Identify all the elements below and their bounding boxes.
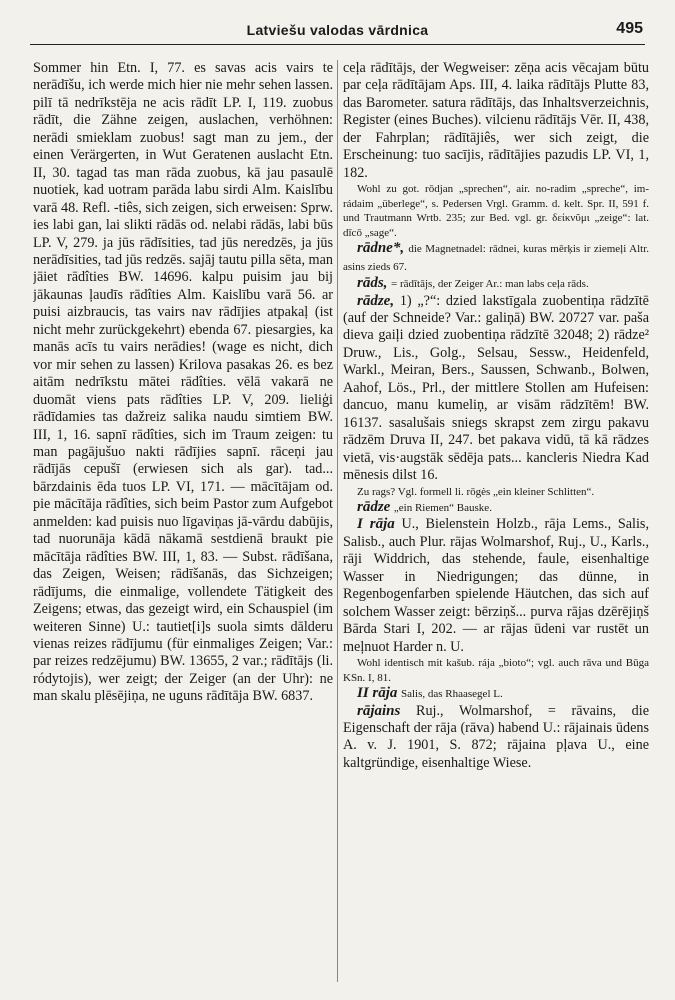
dictionary-entry — [343, 703, 649, 773]
headword: rādze — [357, 499, 391, 516]
page-header — [30, 18, 645, 45]
page-number: 495 — [616, 20, 643, 37]
dictionary-entry — [343, 499, 649, 516]
dictionary-entry — [343, 516, 649, 656]
headword: I rāja — [357, 516, 395, 533]
entry-text: „ein Riemen“ Bauske. — [393, 502, 492, 515]
headword: rāds, — [357, 275, 388, 292]
entry-continuation: ceļa rādītājs, der Wegweiser: zēņa acis vēcajam būtu par ceļa rādītājam Aps. III, 4. laika rādītājs Plutte 83, das Barometer. satura rādītājs, das Inhaltsverzeichnis, Register (eines Buches). vilcienu rādītājs Vēr. II, 438, der Fahrplan; rādītājiês, wer sich zeigt, die Erscheinung: tuo sacījis, rādītājies pazudis LP. VI, 1, 182. — [343, 60, 649, 181]
dictionary-entry — [343, 293, 649, 485]
column-divider — [337, 60, 338, 982]
entry-text: Ruj., Wolmarshof, = rāvains, die Eigenschaft der rāja (rāva) habend U.: rājainais ūdens A. v. J. 1901, S. 872; rājaina pļava U., eine kaltgründige, eisenhaltige Wiese. — [343, 702, 649, 771]
headword: rādze, — [357, 292, 395, 309]
headword: rājains — [357, 702, 401, 719]
etymology-note: Wohl zu got. rōdjan „sprechen“, air. no-radim „spreche“, im-rádaim „überlege“, s. Pedersen Vrgl. Gramm. d. kelt. Spr. II, 591 f. und Trautmann Wrtb. 235; zur Bed. vgl. gr. δείκνῦμι „zeige“: lat. dīcō „sage“. — [343, 183, 649, 239]
running-title: Latviešu valodas vārdnica — [246, 22, 429, 38]
etymology-note: Wohl identisch mit kašub. rája „bioto“; vgl. auch rāva und Būga KSn. I, 81. — [343, 657, 649, 684]
headword: rādne*, — [357, 240, 405, 257]
entry-text: U., Bielenstein Holzb., rāja Lems., Salis, Salisb., auch Plur. rājas Wolmarshof, Ruj., U., Karls., rāji Widdrich, das stehende, faule, eisenhaltige Wasser in Niedrigungen; das dünne, in Regenbogenfarben spielende Häutchen, das sich auf solchem Wasser zeigt: bērziņš... purva rājas dzērējiņš Bārda Stari I, 202. — ar rājas ūdeni var rustēt un meļnuot Harder n. U. — [343, 516, 649, 655]
etymology-note: Zu rags? Vgl. formell li. rōgės „ein kleiner Schlitten“. — [357, 485, 595, 498]
dictionary-entry — [343, 685, 649, 702]
entry-text: Salis, das Rhaasegel L. — [400, 688, 503, 701]
headword: II rāja — [357, 685, 398, 702]
dictionary-entry — [343, 240, 649, 275]
left-column — [33, 60, 333, 990]
entry-text: = rādītājs, der Zeiger Ar.: man labs ceļa rāds. — [390, 278, 589, 291]
dictionary-entry — [343, 275, 649, 292]
entry-text: die Magnetnadel: rādnei, kuras mērķis ir ziemeļi Altr. asins zieds 67. — [343, 243, 649, 273]
right-column — [343, 60, 649, 990]
entry-continuation: Sommer hin Etn. I, 77. es savas acis vairs te nerādīšu, ich werde mich hier nie mehr sehen lassen. pilī tā nedrīkstēja ne acis rādīt LP. I, 119. zuobus rādīt, die Zähne zeigen, auslachen, verhöhnen: nerādi smieklam zuobus! sagt man zu jem., der einen Verärgerten, in Wut Geratenen auslacht Etn. II, 30. tagad tas man rāda zuobus, kā jau pasaulē nuotiek, kad uotram parāda labu sirdi Alm. Kaislību varā 48. Refl. -tiês, sich zeigen, sich erweisen: Sprw. ies labi gan, lai slikti rādās od. nelabi rādās, labi būs LP. V, 279. ja jūs rādīsities, tad jūs neredzēs, ja jūs nerādīsities, tad jūs redzēs. sajāj tautu pilla sēta, man jāiet rādîties BW. 14696. kalpu puisim jau bij jākaunas ļaudīs rādîties Alm. Kaislību varā 56. ar puisi aizbraucis, tas vairs nav rādījies atpakaļ (ist nicht mehr zurückgekehrt) ebenda 67. piesargies, ka manās acīs tu vairs nerādies! (wage es nicht, dich vor mir sehen zu lassen) Krilova pasakas 26. es bez aitām nedrīkstu mātei rādîties. vēlā vakarā ne duomāt viens pats rādîties LP. V, 209. lieliģi rādīdamies tas dažreiz salika naudu simtiem BW. III, 1, 16. sapnī rādîties, sich im Traum zeigen: tu man pagājušuo nakti rādījies sapnī. rāceņi jau rādījās cepušī (erwiesen sich als gar). tad... bārzdainis ēda tuos LP. VI, 171. — mācītājam od. pie mācītāja rādîties, sich beim Pastor zum Aufgebot anmelden: kad puisis nuo līgaviņas jā-vārdu dabūjis, tad nuorunāja kādā nākamā sestdienā braukt pie mācītāja rādîties BW. III, 1, 83. — Subst. rādīšana, das Zeigen, Weisen; rādīšanās, das Sichzeigen; rādījums, die einmalige, vollendete Tätigkeit des Zeigens; etwas, das gezeigt wird, ein Schauspiel (im weiteren Sinne) U.: tautiet[i]s suola simts dālderu vienas reizes rādījumu (für einmaliges Zeigen; Var.: par reizes redzējumu) BW. 13655, 2 var.; rādītājs (li. ródytojis), wer zeigt; der Zeiger (an der Uhr): ne man skalu plēsējiņa, ne uguns rādītāja BW. 6837. — [33, 60, 333, 705]
entry-text: 1) „?“: dzied lakstīgala zuobentiņa rādzītē (auf der Schneide? Var.: galiņā) BW. 20727 var. paša dieva gaiļi dzied zuobentiņa rādzītē 32048; 2) rādze² Druw., Lis., Golg., Selsau, Sessw., Heidenfeld, Warkl., Meiran, Bers., Saussen, Schwanb., Bolwen, Aahof, Lös., Prl., der mittlere Stollen am Hufeisen: dancuo, manu kumeliņ, ar visām rādzītēm! BW. 16137. sasalušais sniegs skrapst zem zirgu pakavu rādzēm Druva II, 247. bet pakava vidū, tā kā rādzes vietā, vis·augstāk sēdēja pats... kancleris Niedra Kad mēnesis dilst 16. — [343, 292, 649, 484]
